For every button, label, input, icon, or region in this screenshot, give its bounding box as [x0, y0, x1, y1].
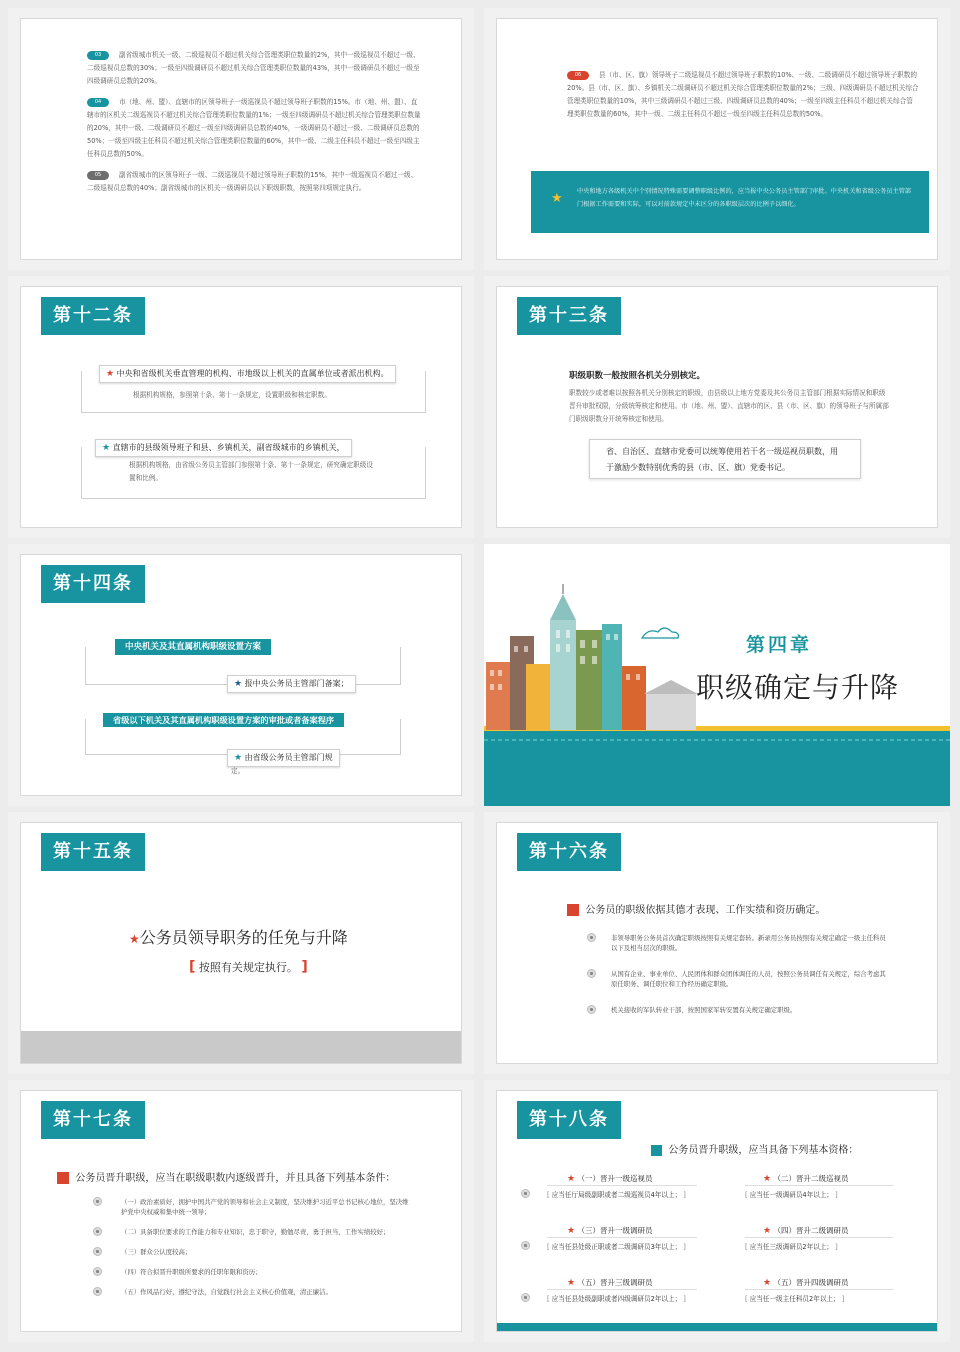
square-icon — [651, 1145, 662, 1156]
list-item — [587, 969, 887, 989]
slide-4[interactable] — [484, 276, 950, 538]
conditions-list — [93, 1197, 413, 1307]
block-2-heading: ★ 直辖市的县级领导班子和县、乡镇机关，副省级城市的乡镇机关， — [95, 439, 352, 457]
article-title: 第十六条 — [517, 833, 621, 871]
bullet-icon — [93, 1227, 102, 1236]
qualification-item — [745, 1173, 925, 1225]
qualification-item — [745, 1225, 925, 1277]
qualification-item — [745, 1277, 925, 1329]
section-text: 职数较少或者难以按照各机关分别核定的职级，由县级以上地方党委及其公务员主管部门根据实际情况和职级晋升审批权限，分级统筹核定和使用。市（地、州、盟）、直辖市的区、县（市、区、旗）的领导班子与所属部门职级职数分开统筹核定和使用。 — [569, 389, 889, 423]
quota-item-06 — [567, 69, 919, 121]
qualification-text: [ 应当任厅局级副职或者二级巡视员4年以上； ] — [547, 1191, 686, 1199]
note-box — [531, 171, 929, 233]
qualification-text: [ 应当任一级调研员4年以上； ] — [745, 1191, 838, 1199]
block-2-text: 根据机构规格，由省级公务员主管部门参照第十条、第十一条规定，研究确定职级设置和比例。 — [129, 461, 373, 482]
qualification-heading: ★ （五）晋升三级调研员 — [547, 1277, 697, 1290]
highlight-box: 省、自治区、直辖市党委可以统筹使用若干名一级巡视员职数，用于激励少数特别优秀的县（市、区、旗）党委书记。 — [589, 439, 861, 479]
bullet-icon — [587, 1005, 596, 1014]
star-icon: ★ — [763, 1226, 772, 1236]
list-item — [93, 1287, 413, 1297]
item-text: （一）政治素质好，拥护中国共产党的领导和社会主义制度，坚决维护习近平总书记核心地位，坚决维护党中央权威和集中统一领导； — [121, 1198, 409, 1216]
slide-5[interactable] — [8, 544, 474, 806]
star-icon: ★ — [551, 191, 563, 206]
criteria-list — [587, 933, 887, 1031]
qualification-text: [ 应当任县处级副职或者四级调研员2年以上； ] — [547, 1295, 686, 1303]
section-heading: 公务员晋升职级，应当在职级职数内逐级晋升，并且具备下列基本条件： — [57, 1169, 395, 1184]
item-number-badge: 06 — [567, 71, 589, 80]
qualification-heading: ★ （一）晋升一级巡视员 — [547, 1173, 697, 1186]
item-number-badge: 04 — [87, 98, 109, 107]
star-icon: ★ — [763, 1278, 772, 1288]
slide-10-content — [496, 1090, 938, 1332]
quota-item — [87, 96, 423, 161]
slide-1[interactable] — [8, 8, 474, 270]
star-icon: ★ — [763, 1174, 772, 1184]
note-text: 中央和地方各级机关中个别情况特殊需要调整职级比例的，应当报中央公务员主管部门审批。中央机关和省级公务员主管部门根据工作需要和实际，可以对前款规定中未区分的各职级层次的比例予以细化。 — [577, 188, 912, 208]
quota-item — [87, 169, 423, 195]
article-title: 第十四条 — [41, 565, 145, 603]
item-text: 从国有企业、事业单位、人民团体和群众团体调任的人员，按照公务员调任有关规定，综合考虑其原任职务、调任职位和工作经历确定职级。 — [611, 970, 886, 988]
block-2-heading: 省级以下机关及其直属机构职级设置方案的审批或者备案程序 — [103, 713, 344, 727]
list-item — [93, 1247, 413, 1257]
bullet-icon — [521, 1189, 530, 1198]
slide-2[interactable] — [484, 8, 950, 270]
bullet-icon — [521, 1241, 530, 1250]
slide-5-content — [20, 554, 462, 796]
section-sub: [ 按照有关规定执行。 ] — [189, 959, 308, 975]
article-title: 第十二条 — [41, 297, 145, 335]
qualification-item — [521, 1173, 721, 1225]
article-title: 第十七条 — [41, 1101, 145, 1139]
qualification-item — [521, 1277, 721, 1329]
qualification-heading: ★ （三）晋升一级调研员 — [547, 1225, 697, 1238]
item-text: （五）作风品行好，遵纪守法，自觉践行社会主义核心价值观，清正廉洁。 — [121, 1288, 332, 1296]
star-icon: ★ — [102, 443, 111, 453]
chapter-title: 职级确定与升降 — [696, 671, 900, 704]
slide-3-content — [20, 286, 462, 528]
quota-item — [87, 49, 423, 88]
slide-4-content — [496, 286, 938, 528]
item-text: 市（地、州、盟）、直辖市的区领导班子一级巡视员不超过领导班子职数的15%。市（地、州、盟）、直辖市的区机关二级巡视员不超过机关综合管理类职位数量的1%；一级至四级调研员不超过机关综合管理类职位数量的20%，其中一级、二级调研员不超过一级至四级调研员总数的40%，一级调研员不超过一级、二级调研员总数的50%；一级至四级主任科员不超过机关综合管理类职位数量的60%，其中一级、二级主任科员不超过一级至四级主任科员总数的50%。 — [87, 98, 421, 158]
item-text: 非领导职务公务员首次确定职级按照有关规定套转。新录用公务员按照有关规定确定一级主任科员以下及相当层次的职级。 — [611, 934, 886, 952]
list-item — [93, 1267, 413, 1277]
slide-9[interactable] — [8, 1080, 474, 1342]
slide-6[interactable] — [484, 544, 950, 806]
chapter-cover — [484, 544, 950, 806]
bullet-icon — [521, 1293, 530, 1302]
article-title: 第十三条 — [517, 297, 621, 335]
star-icon: ★ — [567, 1226, 576, 1236]
block-2-text: ★ 由省级公务员主管部门规 — [227, 749, 340, 767]
slide-7[interactable] — [8, 812, 474, 1074]
qualification-list-right — [745, 1173, 925, 1329]
qualification-item — [521, 1225, 721, 1277]
bullet-icon — [93, 1197, 102, 1206]
qualification-text: [ 应当任一级主任科员2年以上； ] — [745, 1295, 845, 1303]
qualification-list-left — [521, 1173, 721, 1329]
slide-7-content — [20, 822, 462, 1064]
slide-grid — [8, 8, 952, 1344]
bullet-icon — [93, 1247, 102, 1256]
quota-list — [87, 49, 423, 203]
item-text: 副省级城市的区领导班子一级、二级巡视员不超过领导班子职数的15%，其中一级巡视员不超过一级、二级巡视员总数的40%；副省级城市的区机关一级调研员以下职级职数，按照第四项规定执行。 — [87, 171, 418, 192]
item-text: 机关接收的军队转业干部，按照国家军转安置有关规定确定职级。 — [611, 1006, 797, 1014]
section-heading: ★公务员领导职务的任免与升降 — [129, 928, 348, 947]
section-heading: 公务员的职级依据其德才表现、工作实绩和资历确定。 — [567, 901, 825, 916]
qualification-text: [ 应当任县处级正职或者二级调研员3年以上； ] — [547, 1243, 686, 1251]
slide-2-content — [496, 18, 938, 260]
section-heading: 职级职数一般按照各机关分别核定。 — [569, 371, 706, 381]
item-text: （二）具备职位要求的工作能力和专业知识，忠于职守，勤勉尽责，勇于担当，工作实绩较好； — [121, 1228, 390, 1236]
slide-9-content — [20, 1090, 462, 1332]
slide-3[interactable] — [8, 276, 474, 538]
block-1-heading: ★ 中央和省级机关垂直管理的机构、市地级以上机关的直属单位或者派出机构。 — [99, 365, 396, 383]
list-item — [93, 1227, 413, 1237]
bullet-icon — [587, 969, 596, 978]
footer-band — [21, 1031, 461, 1063]
block-1-text: ★ 报中央公务员主管部门备案； — [227, 675, 356, 693]
article-title: 第十五条 — [41, 833, 145, 871]
item-number-badge: 03 — [87, 51, 109, 60]
block-1-heading: 中央机关及其直属机构职级设置方案 — [115, 639, 271, 655]
list-item — [587, 1005, 887, 1015]
qualification-heading: ★ （二）晋升二级巡视员 — [745, 1173, 893, 1186]
slide-10[interactable] — [484, 1080, 950, 1342]
star-icon: ★ — [567, 1278, 576, 1288]
slide-8[interactable] — [484, 812, 950, 1074]
bullet-icon — [93, 1287, 102, 1296]
item-text: 县（市、区、旗）领导班子二级巡视员不超过领导班子职数的10%、一级、二级调研员不超过领导班子职数的20%。县（市、区、旗）、乡镇机关二级调研员不超过机关综合管理类职位数量的2%；三级、四级调研员不超过机关综合管理类职位数量的10%，其中三级调研员不超过三级、四级调研员总数的40%；一级至四级主任科员不超过机关综合管理类职位数量的60%，其中一级、二级主任科员不超过一级至四级主任科员总数的50%。 — [567, 71, 919, 118]
square-icon — [567, 904, 579, 916]
star-icon: ★ — [129, 932, 140, 946]
bullet-icon — [93, 1267, 102, 1276]
item-text: 副省级城市机关一级、二级巡视员不超过机关综合管理类职位数量的2%，其中一级巡视员不超过一级、二级巡视员总数的30%；一级至四级调研员不超过机关综合管理类职位数量的43%，其中一级调研员不超过一级至四级调研员总数的20%。 — [87, 51, 420, 85]
star-icon: ★ — [567, 1174, 576, 1184]
star-icon: ★ — [106, 369, 115, 379]
block-2-text-tail: 定。 — [231, 767, 245, 775]
item-text: （三）群众公认度较高； — [121, 1248, 192, 1256]
block-1-text: 根据机构规格，参照第十条、第十一条规定，设置职级和核定职数。 — [133, 391, 331, 399]
square-icon — [57, 1172, 69, 1184]
list-item — [587, 933, 887, 953]
slide-8-content — [496, 822, 938, 1064]
qualification-heading: ★ （五）晋升四级调研员 — [745, 1277, 893, 1290]
section-heading: 公务员晋升职级，应当具备下列基本资格： — [651, 1141, 858, 1156]
chapter-number: 第四章 — [746, 634, 813, 656]
footer-band — [497, 1323, 937, 1331]
qualification-text: [ 应当任三级调研员2年以上； ] — [745, 1243, 838, 1251]
star-icon: ★ — [234, 679, 243, 689]
article-title: 第十八条 — [517, 1101, 621, 1139]
item-text: （四）符合拟晋升职级所要求的任职年限和资历； — [121, 1268, 262, 1276]
item-number-badge: 05 — [87, 171, 109, 180]
bullet-icon — [587, 933, 596, 942]
slide-1-content — [20, 18, 462, 260]
list-item — [93, 1197, 413, 1217]
star-icon: ★ — [234, 753, 243, 763]
qualification-heading: ★ （四）晋升二级调研员 — [745, 1225, 893, 1238]
